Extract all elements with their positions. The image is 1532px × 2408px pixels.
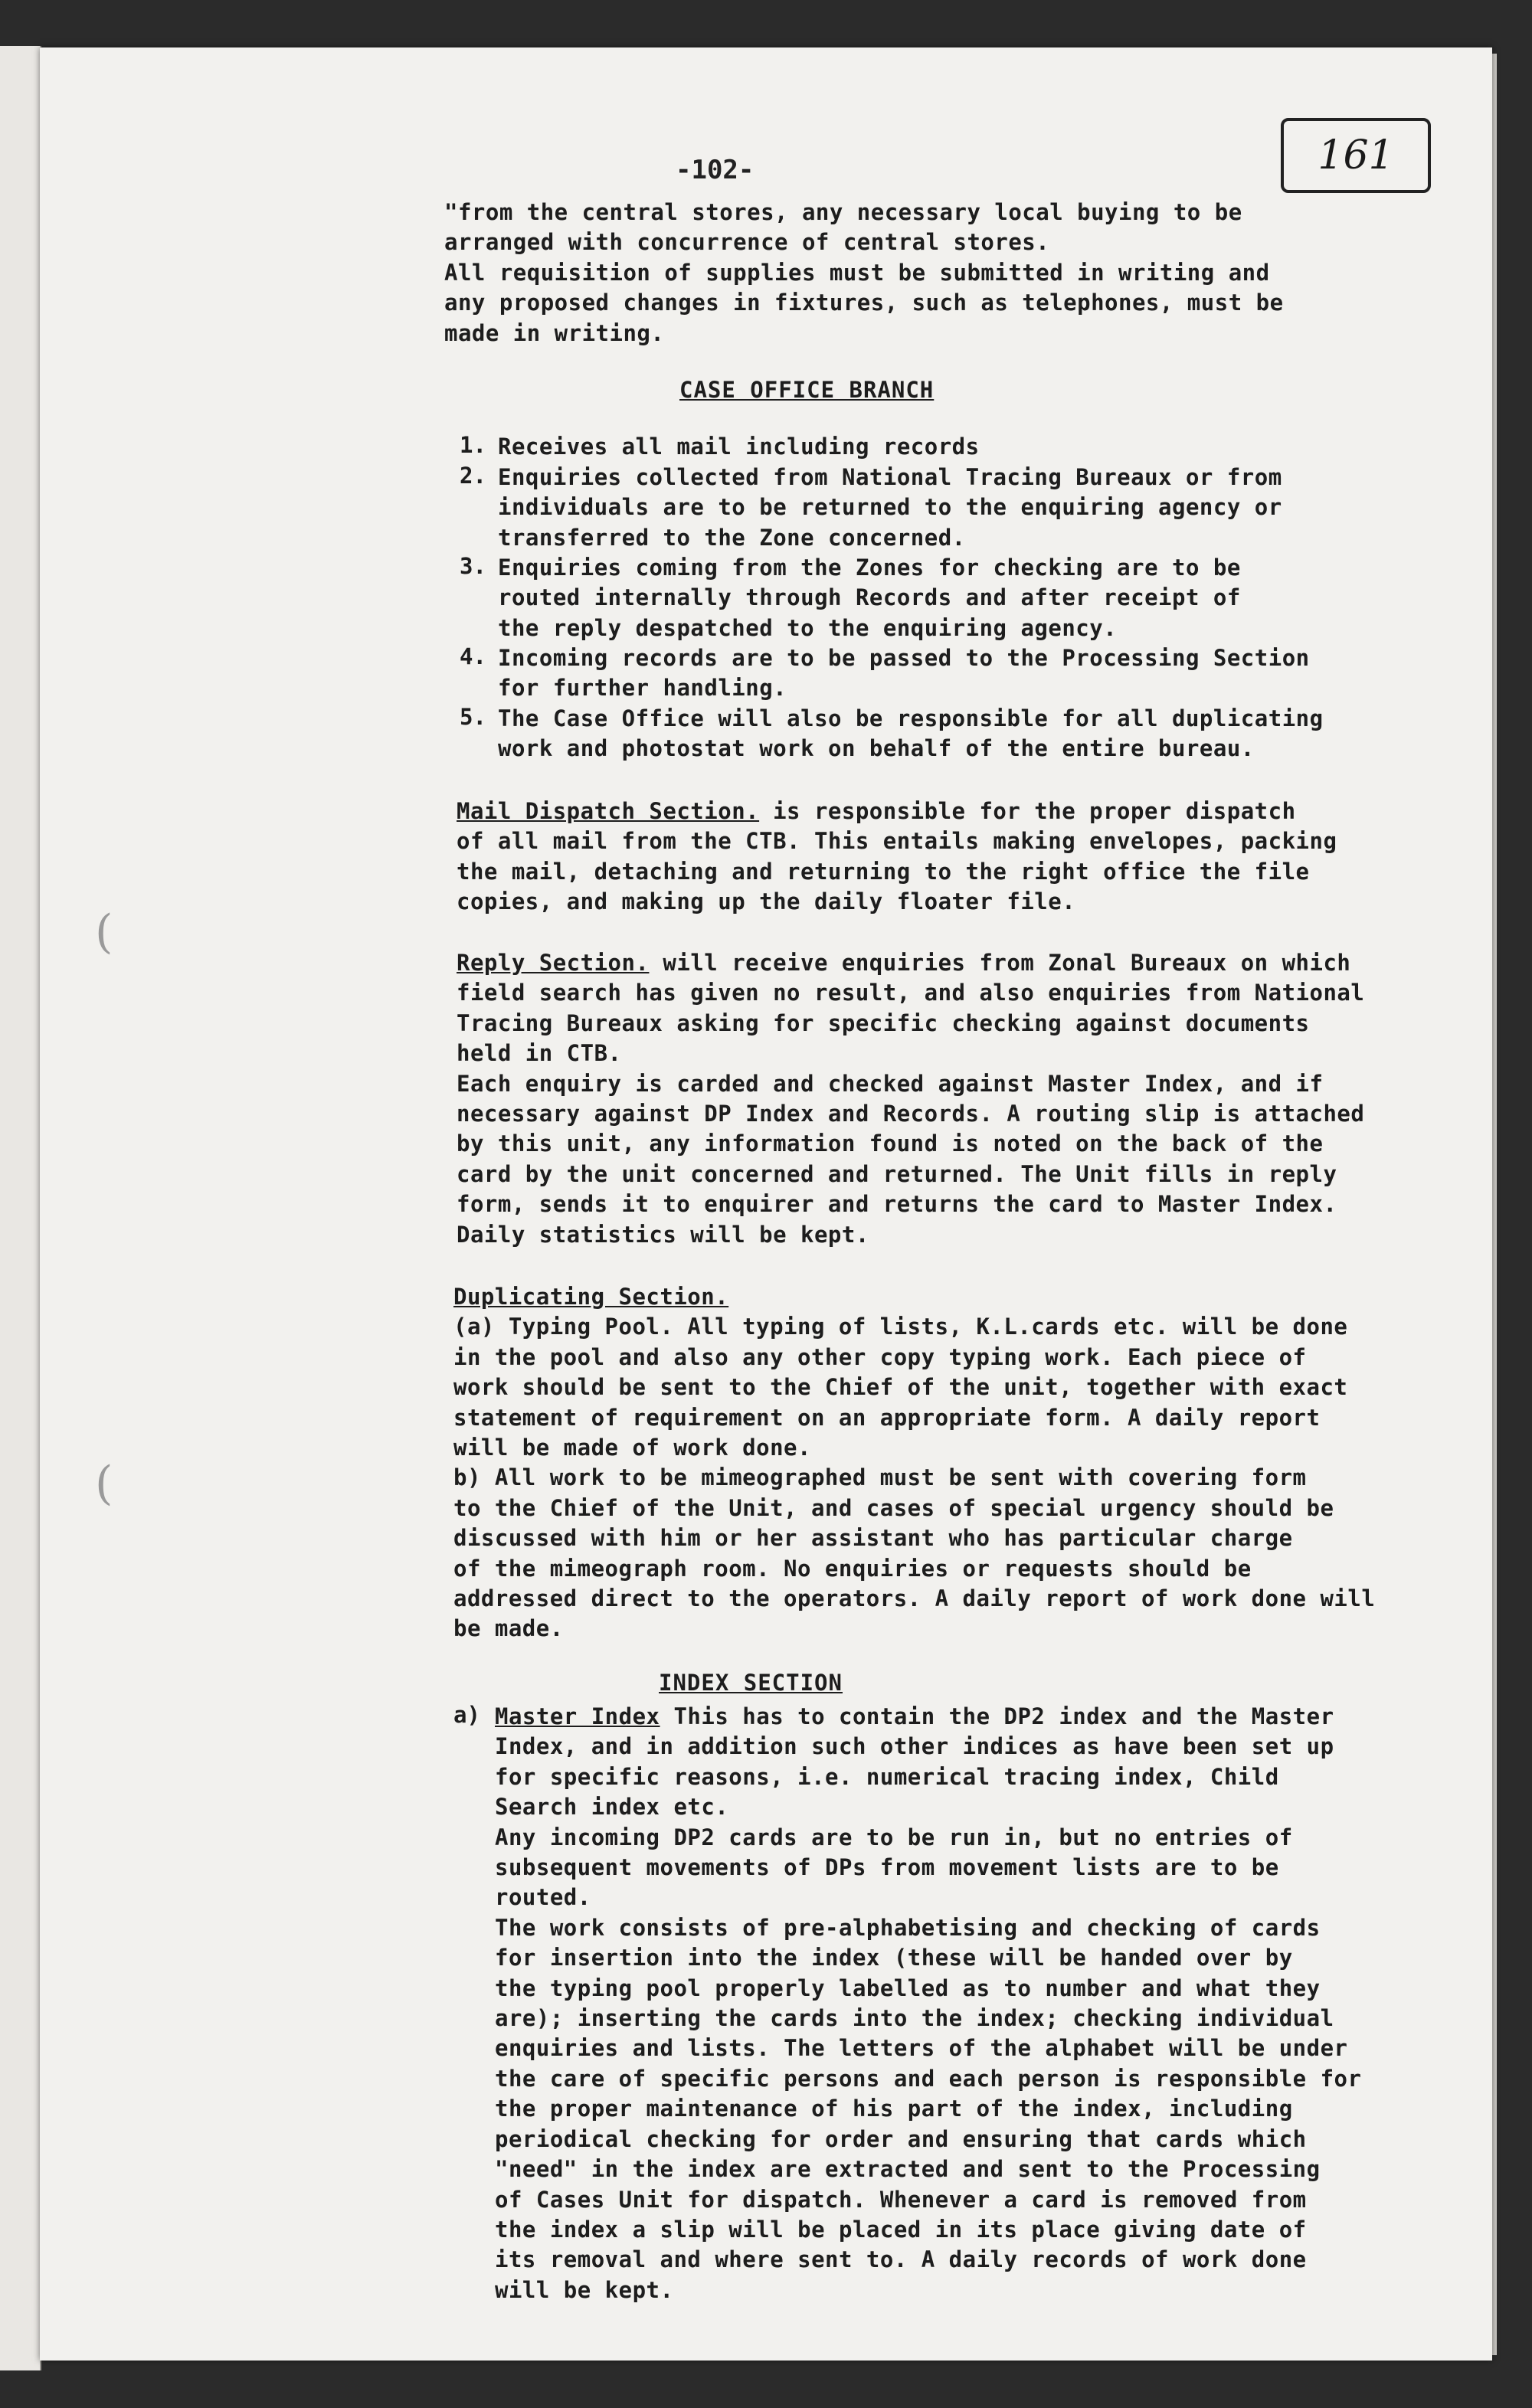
text-line: work should be sent to the Chief of the unit, together with exact (453, 1374, 1348, 1401)
mail-dispatch-paragraph (457, 797, 1337, 918)
text-line: The work consists of pre-alphabetising and checking of cards (495, 1914, 1321, 1941)
master-index-title: Master Index (495, 1703, 660, 1729)
text-line: form, sends it to enquirer and returns the card to Master Index. (457, 1191, 1337, 1218)
list-number: 4. (460, 643, 486, 669)
text-line: routed. (495, 1884, 591, 1911)
text-line: the typing pool properly labelled as to number and what they (495, 1974, 1321, 2001)
text-line: individuals are to be returned to the enquiring agency or (498, 494, 1282, 521)
text-line: the mail, detaching and returning to the right office the file (457, 858, 1310, 885)
text-line: The Case Office will also be responsible for all duplicating (498, 705, 1324, 731)
text-line: of Cases Unit for dispatch. Whenever a card is removed from (495, 2186, 1307, 2213)
index-item-label: a) (453, 1702, 480, 1728)
text-line: Incoming records are to be passed to the Processing Section (498, 645, 1310, 671)
folio-number: 161 (1318, 133, 1394, 178)
text-line: copies, and making up the daily floater file. (457, 888, 1076, 915)
mail-dispatch-title: Mail Dispatch Section. (457, 798, 760, 824)
master-index-paragraph (495, 1702, 1361, 2305)
underlying-page-edge (0, 46, 41, 2370)
list-number: 1. (460, 432, 486, 458)
text-line: Each enquiry is carded and checked against Master Index, and if (457, 1070, 1324, 1097)
text-line: enquiries and lists. The letters of the alphabet will be under (495, 2035, 1348, 2062)
text-line (453, 1282, 1375, 1312)
text-line: transferred to the Zone concerned. (498, 524, 966, 551)
text-line: any proposed changes in fixtures, such as telephones, must be (444, 290, 1284, 316)
case-office-heading: CASE OFFICE BRANCH (679, 377, 935, 403)
text-line: are); inserting the cards into the index; checking individual (495, 2005, 1334, 2032)
text-line: of the mimeograph room. No enquiries or requests should be (453, 1555, 1252, 1582)
text-line: the reply despatched to the enquiring agency. (498, 614, 1118, 641)
list-number: 5. (460, 704, 486, 730)
text-line: addressed direct to the operators. A daily report of work done will (453, 1585, 1376, 1612)
text-line: statement of requirement on an appropriate form. A daily report (453, 1404, 1321, 1431)
text-line: routed internally through Records and after receipt of (498, 584, 1241, 611)
text-line: arranged with concurrence of central stores. (444, 229, 1050, 256)
text-line: by this unit, any information found is noted on the back of the (457, 1130, 1324, 1157)
list-number: 3. (460, 553, 486, 579)
text-line: Tracing Bureaux asking for specific checking against documents (457, 1009, 1310, 1036)
list-item (498, 463, 1282, 553)
folio-stamp (1281, 118, 1431, 193)
text-line: for further handling. (498, 675, 787, 702)
text-line: Enquiries collected from National Tracing Bureaux or from (498, 464, 1282, 490)
text-line (495, 1702, 1361, 1732)
list-item (498, 553, 1241, 643)
text-line: subsequent movements of DPs from movement lists are to be (495, 1854, 1279, 1881)
text-line: Receives all mail including records (498, 434, 980, 460)
text-line: All requisition of supplies must be submitted in writing and (444, 259, 1270, 286)
text-line: be made. (453, 1615, 564, 1642)
text-line: in the pool and also any other copy typing work. Each piece of (453, 1343, 1307, 1370)
duplicating-title: Duplicating Section. (453, 1284, 729, 1310)
text-line: card by the unit concerned and returned. The Unit fills in reply (457, 1160, 1337, 1187)
reply-title: Reply Section. (457, 950, 650, 976)
punch-mark: ( (95, 1457, 113, 1510)
text-line: to the Chief of the Unit, and cases of special urgency should be (453, 1494, 1334, 1521)
text-line: the index a slip will be placed in its place giving date of (495, 2216, 1307, 2243)
list-item (498, 704, 1324, 764)
text-line: the care of specific persons and each person is responsible for (495, 2065, 1362, 2092)
text-line: made in writing. (444, 319, 665, 346)
punch-mark: ( (95, 905, 113, 959)
text-line: Search index etc. (495, 1794, 729, 1821)
intro-paragraph (444, 198, 1284, 348)
list-item (498, 643, 1310, 704)
text-line: (a) Typing Pool. All typing of lists, K.L.cards etc. will be done (453, 1314, 1348, 1340)
text-line: for insertion into the index (these will be handed over by (495, 1945, 1293, 1971)
page-number: -102- (676, 155, 755, 185)
text-line: will be kept. (495, 2276, 674, 2303)
reply-paragraph (457, 948, 1364, 1250)
text-line: Any incoming DP2 cards are to be run in, but no entries of (495, 1824, 1293, 1850)
text-line: Daily statistics will be kept. (457, 1221, 869, 1248)
text-line: of all mail from the CTB. This entails making envelopes, packing (457, 828, 1337, 855)
text-fragment: This has to contain the DP2 index and the Master (660, 1703, 1334, 1729)
text-line: Enquiries coming from the Zones for checking are to be (498, 555, 1241, 581)
text-line: field search has given no result, and also enquiries from National (457, 980, 1365, 1006)
text-line: discussed with him or her assistant who has particular charge (453, 1525, 1293, 1552)
text-line: will be made of work done. (453, 1435, 811, 1461)
text-line: the proper maintenance of his part of the index, including (495, 2096, 1293, 2122)
list-number: 2. (460, 463, 486, 489)
text-fragment: is responsible for the proper dispatch (759, 798, 1296, 824)
duplicating-paragraph (453, 1282, 1375, 1644)
text-line: for specific reasons, i.e. numerical tracing index, Child (495, 1763, 1279, 1790)
text-line: "need" in the index are extracted and sent to the Processing (495, 2156, 1321, 2183)
text-line (457, 948, 1364, 978)
text-line: work and photostat work on behalf of the entire bureau. (498, 735, 1255, 762)
index-heading: INDEX SECTION (659, 1670, 843, 1696)
text-fragment: will receive enquiries from Zonal Bureaux on which (649, 950, 1351, 976)
text-line: its removal and where sent to. A daily records of work done (495, 2246, 1307, 2273)
text-line: "from the central stores, any necessary local buying to be (444, 199, 1242, 225)
text-line: held in CTB. (457, 1040, 622, 1067)
text-line: b) All work to be mimeographed must be sent with covering form (453, 1464, 1307, 1491)
text-line (457, 797, 1337, 826)
list-item (498, 432, 980, 462)
page-right-edge (1492, 54, 1497, 2355)
document-page (40, 47, 1492, 2361)
text-line: periodical checking for order and ensuring that cards which (495, 2125, 1307, 2152)
text-line: necessary against DP Index and Records. A routing slip is attached (457, 1101, 1365, 1127)
text-line: Index, and in addition such other indices as have been set up (495, 1733, 1334, 1760)
